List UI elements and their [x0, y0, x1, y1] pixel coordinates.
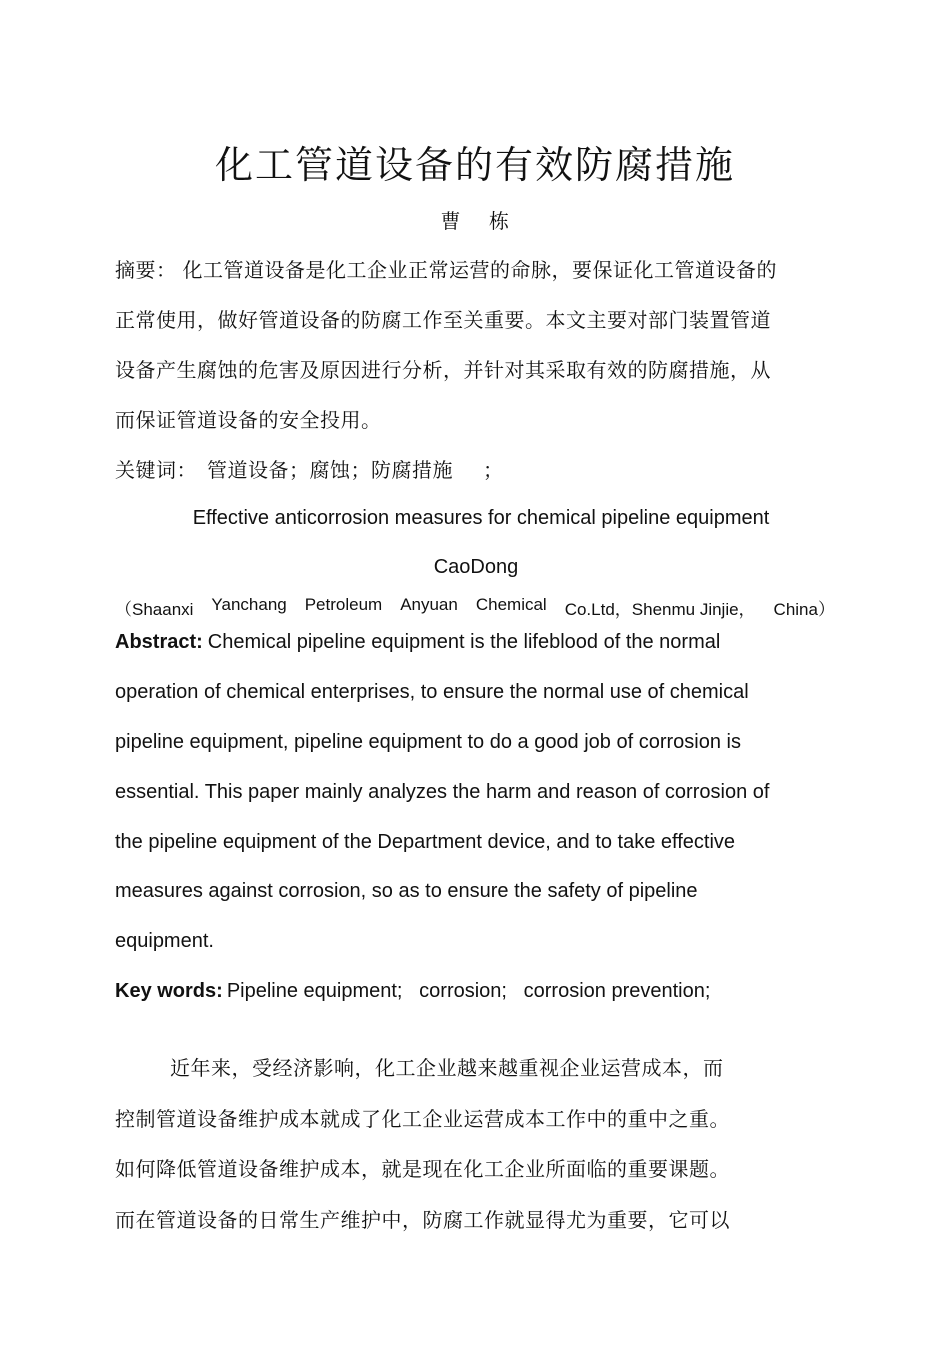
keywords-en-label: Key words:	[115, 980, 223, 1002]
abstract-cn-line-3: 设备产生腐蚀的危害及原因进行分析，并针对其采取有效的防腐措施，从	[115, 358, 771, 382]
abstract-en-line-7: equipment.	[115, 930, 214, 952]
abstract-en-text: Chemical pipeline equipment is the lifeblood of the normal	[207, 631, 721, 653]
abstract-en-line-3: pipeline equipment, pipeline equipment to do a good job of corrosion is	[115, 731, 741, 753]
affiliation-part: Chemical	[475, 595, 547, 614]
author-surname: 曹	[440, 209, 461, 233]
body-line-4: 而在管道设备的日常生产维护中，防腐工作就显得尤为重要，它可以	[115, 1208, 730, 1232]
abstract-en-label: Abstract:	[115, 631, 203, 653]
affiliation-part: Petroleum	[304, 595, 383, 614]
body-line-1: 近年来，受经济影响，化工企业越来越重视企业运营成本，而	[170, 1056, 724, 1080]
keywords-cn	[115, 454, 504, 483]
author-given-name: 栋	[489, 209, 510, 233]
body-line-3: 如何降低管道设备维护成本，就是现在化工企业所面临的重要课题。	[115, 1157, 730, 1181]
english-title: Effective anticorrosion measures for chemical pipeline equipment	[192, 507, 770, 529]
abstract-en-line-1	[115, 631, 720, 654]
abstract-cn-text: 化工管道设备是化工企业正常运营的命脉，要保证化工管道设备的	[182, 258, 777, 282]
abstract-cn-line-4: 而保证管道设备的安全投用。	[115, 408, 382, 432]
affiliation-part: Yanchang	[211, 595, 287, 614]
abstract-cn-label: 摘要：	[115, 258, 177, 282]
keywords-en-text: Pipeline equipment; corrosion; corrosion prevention;	[226, 980, 711, 1002]
paper-title: 化工管道设备的有效防腐措施	[214, 143, 735, 187]
abstract-cn-line-1	[115, 254, 777, 283]
author-name	[0, 205, 950, 234]
affiliation-part: Co.Ltd，Shenmu Jinjie，	[564, 600, 756, 619]
body-line-2: 控制管道设备维护成本就成了化工企业运营成本工作中的重中之重。	[115, 1107, 730, 1131]
english-author: CaoDong	[433, 556, 519, 578]
keywords-cn-label: 关键词：	[115, 458, 197, 482]
affiliation-part: Anyuan	[400, 595, 458, 614]
abstract-en-line-2: operation of chemical enterprises, to ensure the normal use of chemical	[115, 681, 749, 703]
abstract-en-line-5: the pipeline equipment of the Department device, and to take effective	[115, 831, 736, 853]
abstract-en-line-6: measures against corrosion, so as to ensure the safety of pipeline	[115, 880, 698, 902]
abstract-cn-line-2: 正常使用，做好管道设备的防腐工作至关重要。本文主要对部门装置管道	[115, 308, 771, 332]
abstract-en-line-4: essential. This paper mainly analyzes the harm and reason of corrosion of	[115, 781, 770, 803]
keywords-cn-text: 管道设备；腐蚀；防腐措施	[207, 458, 453, 482]
keywords-cn-tail: ；	[483, 458, 504, 482]
english-affiliation	[115, 595, 835, 620]
affiliation-part: （Shaanxi	[115, 600, 194, 619]
affiliation-part: China）	[773, 600, 835, 619]
keywords-en	[115, 980, 710, 1003]
